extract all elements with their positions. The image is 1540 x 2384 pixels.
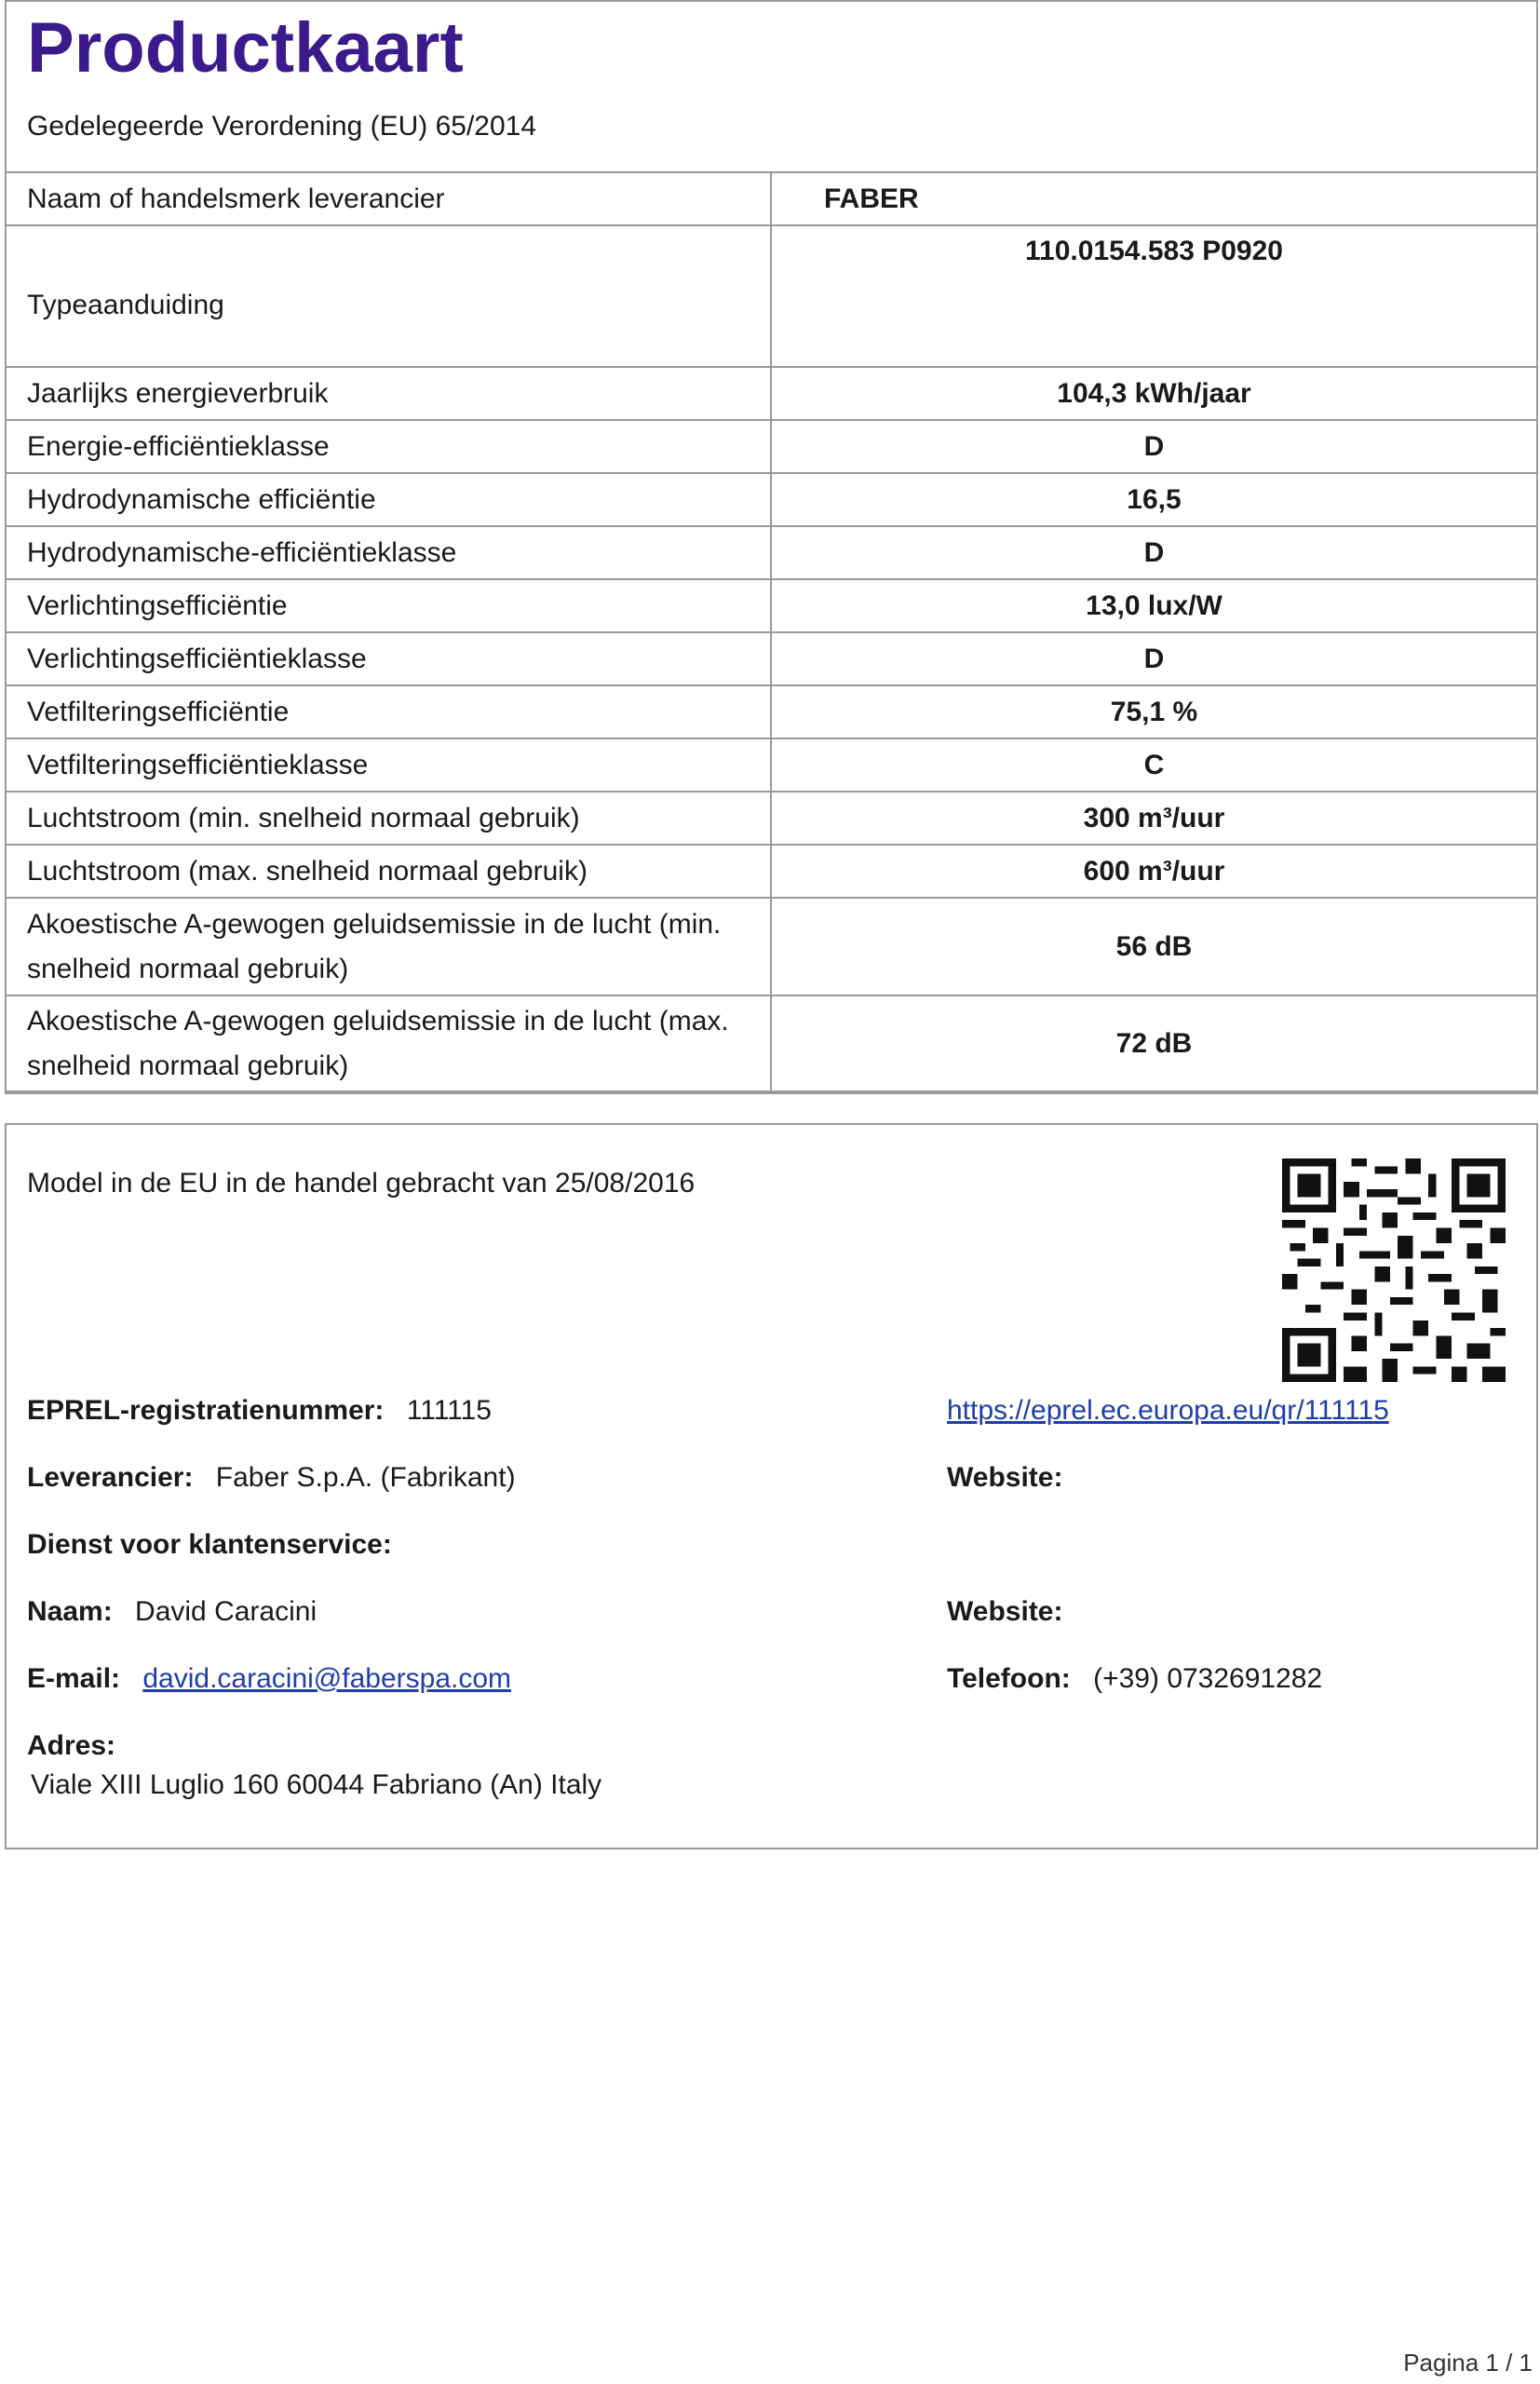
row-label-line: snelheid normaal gebruik) <box>27 953 349 984</box>
address-label: Adres: <box>27 1730 116 1761</box>
row-label: Energie-efficiëntieklasse <box>7 421 772 472</box>
row-type <box>7 224 1536 366</box>
row-value: 75,1 % <box>1110 696 1198 727</box>
row-value: 56 dB <box>1115 930 1193 962</box>
row-value: 16,5 <box>1127 483 1182 515</box>
website-label: Website: <box>947 1462 1063 1493</box>
row-value: D <box>1143 536 1165 568</box>
row-hydro <box>7 472 1536 525</box>
eprel-label: EPREL-registratienummer: <box>27 1395 385 1426</box>
row-value: 13,0 lux/W <box>1086 589 1223 621</box>
row-label: Luchtstroom (min. snelheid normaal gebruik) <box>7 792 772 844</box>
row-label: Hydrodynamische efficiëntie <box>7 474 772 525</box>
row-label <box>7 996 772 1090</box>
row-value: 72 dB <box>1115 1027 1193 1059</box>
row-label: Naam of handelsmerk leverancier <box>7 173 772 224</box>
row-label: Verlichtingsefficiëntie <box>7 580 772 631</box>
email-row <box>27 1663 511 1695</box>
row-label-line: snelheid normaal gebruik) <box>27 1050 349 1081</box>
service-label: Dienst voor klantenservice: <box>27 1529 392 1560</box>
row-label: Vetfilteringsefficiëntieklasse <box>7 739 772 791</box>
phone-value: (+39) 0732691282 <box>1093 1663 1323 1694</box>
product-sheet-table <box>5 0 1538 1094</box>
phone-label: Telefoon: <box>947 1663 1071 1694</box>
eprel-link[interactable]: https://eprel.ec.europa.eu/qr/111115 <box>947 1395 1389 1426</box>
row-label: Verlichtingsefficiëntieklasse <box>7 633 772 684</box>
row-airflow-max <box>7 844 1536 897</box>
page-title: Productkaart <box>27 8 464 88</box>
page-number: Pagina 1 / 1 <box>1403 2349 1533 2377</box>
phone-row <box>947 1663 1322 1695</box>
email-label: E-mail: <box>27 1663 121 1694</box>
row-light <box>7 578 1536 631</box>
row-grease <box>7 684 1536 738</box>
website2-label: Website: <box>947 1596 1063 1627</box>
row-energy <box>7 366 1536 419</box>
supplier-label: Leverancier: <box>27 1462 194 1493</box>
supplier-row <box>27 1462 516 1494</box>
supplier-info-box <box>5 1123 1538 1849</box>
row-label: Vetfilteringsefficiëntie <box>7 686 772 738</box>
supplier-value: Faber S.p.A. (Fabrikant) <box>215 1462 516 1493</box>
row-label: Jaarlijks energieverbruik <box>7 368 772 419</box>
row-label: Hydrodynamische-efficiëntieklasse <box>7 527 772 578</box>
row-brand <box>7 171 1536 224</box>
name-label: Naam: <box>27 1596 113 1627</box>
row-value: 300 m³/uur <box>1083 802 1225 833</box>
row-label-line: Akoestische A-gewogen geluidsemissie in de lucht (max. <box>27 1005 729 1036</box>
row-light-class <box>7 631 1536 684</box>
row-airflow-min <box>7 791 1536 844</box>
row-label: Typeaanduiding <box>7 226 772 366</box>
market-date: Model in de EU in de handel gebracht van 25/08/2016 <box>27 1168 696 1199</box>
row-value: FABER <box>824 183 919 214</box>
row-noise-min <box>7 897 1536 995</box>
row-energy-class <box>7 419 1536 472</box>
name-value: David Caracini <box>135 1596 317 1627</box>
row-label-line: Akoestische A-gewogen geluidsemissie in de lucht (min. <box>27 908 722 940</box>
row-value: 600 m³/uur <box>1083 855 1225 887</box>
contact-name-row <box>27 1596 317 1628</box>
row-grease-class <box>7 738 1536 791</box>
regulation-subtitle: Gedelegeerde Verordening (EU) 65/2014 <box>27 111 537 142</box>
row-value: D <box>1143 430 1165 462</box>
eprel-row <box>27 1395 492 1427</box>
row-label <box>7 899 772 995</box>
row-value: 110.0154.583 P0920 <box>1025 236 1283 266</box>
row-hydro-class <box>7 525 1536 578</box>
email-link[interactable]: david.caracini@faberspa.com <box>142 1663 512 1694</box>
qr-code-icon[interactable] <box>1282 1158 1506 1382</box>
title-block <box>7 0 1536 171</box>
eprel-value: 111115 <box>406 1395 492 1426</box>
row-value: 104,3 kWh/jaar <box>1057 377 1251 409</box>
row-value: D <box>1143 643 1165 674</box>
address-value: Viale XIII Luglio 160 60044 Fabriano (An) Italy <box>31 1769 602 1800</box>
row-noise-max <box>7 995 1536 1092</box>
row-value: C <box>1143 749 1165 780</box>
row-label: Luchtstroom (max. snelheid normaal gebruik) <box>7 846 772 897</box>
